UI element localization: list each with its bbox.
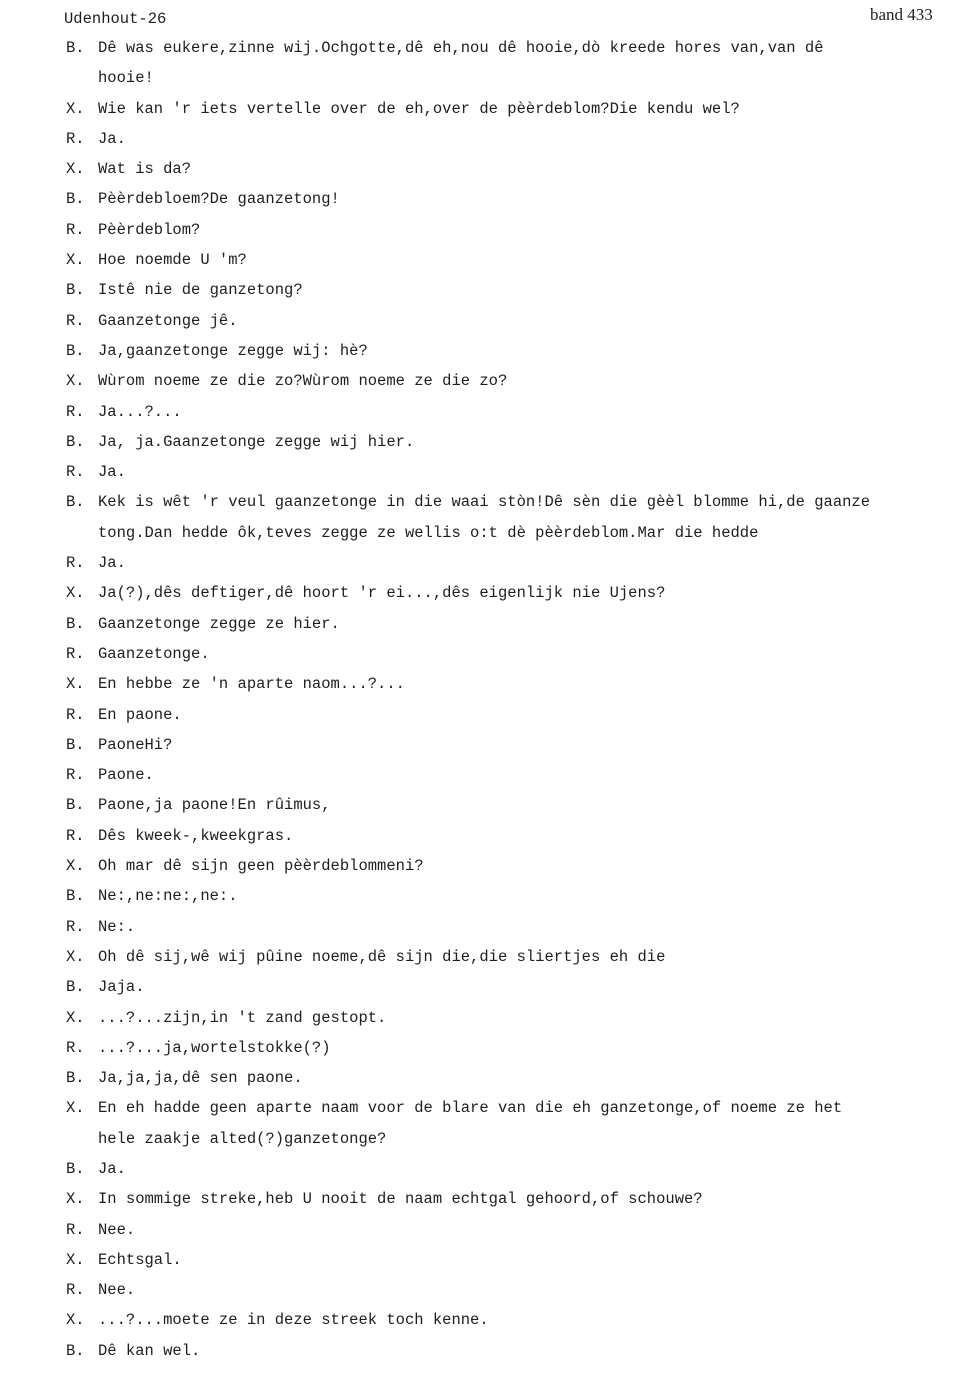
speaker-label: R. xyxy=(66,129,85,148)
transcript-line xyxy=(66,33,966,63)
utterance-text: ...?...moete ze in deze streek toch kenne. xyxy=(98,1311,489,1330)
utterance-text: Hoe noemde U 'm? xyxy=(98,251,247,270)
utterance-text: Paone. xyxy=(98,766,154,785)
transcript xyxy=(66,33,966,1366)
utterance-text: Ja. xyxy=(98,554,126,573)
utterance-text: In sommige streke,heb U nooit de naam echtgal gehoord,of schouwe? xyxy=(98,1190,703,1209)
transcript-line xyxy=(66,912,966,942)
transcript-line xyxy=(66,215,966,245)
utterance-text: Wie kan 'r iets vertelle over de eh,over de pèèrdeblom?Die kendu wel? xyxy=(98,99,740,118)
utterance-text: hooie! xyxy=(98,69,154,88)
transcript-line xyxy=(66,1063,966,1093)
utterance-text: PaoneHi? xyxy=(98,735,173,754)
transcript-line xyxy=(66,1245,966,1275)
speaker-label: B. xyxy=(66,887,85,906)
transcript-line xyxy=(66,578,966,608)
utterance-text: ...?...ja,wortelstokke(?) xyxy=(98,1038,331,1057)
speaker-label: X. xyxy=(66,584,85,603)
speaker-label: R. xyxy=(66,220,85,239)
transcript-line xyxy=(66,275,966,305)
utterance-text: Ja,gaanzetonge zegge wij: hè? xyxy=(98,341,368,360)
transcript-line xyxy=(66,821,966,851)
speaker-label: R. xyxy=(66,1220,85,1239)
utterance-text: Pèèrdeblom? xyxy=(98,220,201,239)
transcript-line xyxy=(66,881,966,911)
utterance-text: Paone,ja paone!En rûimus, xyxy=(98,796,331,815)
transcript-line xyxy=(66,760,966,790)
speaker-label: B. xyxy=(66,1341,85,1360)
speaker-label: B. xyxy=(66,978,85,997)
transcript-line xyxy=(66,1215,966,1245)
utterance-text: Kek is wêt 'r veul gaanzetonge in die waai stòn!Dê sèn die gèèl blomme hi,de gaanze xyxy=(98,493,871,512)
speaker-label: B. xyxy=(66,190,85,209)
document-id: Udenhout-26 xyxy=(64,10,167,28)
speaker-label: X. xyxy=(66,1311,85,1330)
speaker-label: X. xyxy=(66,947,85,966)
transcript-line xyxy=(66,730,966,760)
utterance-text: Wùrom noeme ze die zo?Wùrom noeme ze die zo? xyxy=(98,372,508,391)
speaker-label: B. xyxy=(66,735,85,754)
transcript-line xyxy=(66,184,966,214)
band-number: band 433 xyxy=(870,5,933,24)
transcript-line xyxy=(66,487,966,517)
utterance-text: Wat is da? xyxy=(98,160,192,179)
transcript-line xyxy=(66,942,966,972)
utterance-text: Dês kweek-,kweekgras. xyxy=(98,826,294,845)
transcript-line xyxy=(66,1124,966,1154)
utterance-text: Jaja. xyxy=(98,978,145,997)
speaker-label: X. xyxy=(66,251,85,270)
speaker-label: B. xyxy=(66,39,85,57)
speaker-label: R. xyxy=(66,311,85,330)
utterance-text: Ja. xyxy=(98,1159,126,1178)
speaker-label: X. xyxy=(66,857,85,876)
utterance-text: ...?...zijn,in 't zand gestopt. xyxy=(98,1008,387,1027)
speaker-label: X. xyxy=(66,99,85,118)
transcript-line xyxy=(66,1184,966,1214)
transcript-line xyxy=(66,336,966,366)
utterance-text: Oh dê sij,wê wij pûine noeme,dê sijn die,die sliertjes eh die xyxy=(98,947,666,966)
speaker-label: R. xyxy=(66,1281,85,1300)
transcript-line xyxy=(66,1154,966,1184)
transcript-line xyxy=(66,1093,966,1123)
transcript-line xyxy=(66,63,966,93)
speaker-label: R. xyxy=(66,1038,85,1057)
speaker-label: X. xyxy=(66,1099,85,1118)
speaker-label: B. xyxy=(66,493,85,512)
speaker-label: R. xyxy=(66,705,85,724)
transcript-line xyxy=(66,457,966,487)
utterance-text: En eh hadde geen aparte naam voor de blare van die eh ganzetonge,of noeme ze het xyxy=(98,1099,843,1118)
transcript-line xyxy=(66,548,966,578)
utterance-text: Echtsgal. xyxy=(98,1250,182,1269)
utterance-text: Gaanzetonge zegge ze hier. xyxy=(98,614,340,633)
transcript-line xyxy=(66,366,966,396)
utterance-text: Ja...?... xyxy=(98,402,182,421)
transcript-line xyxy=(66,427,966,457)
utterance-text: Gaanzetonge. xyxy=(98,644,210,663)
transcript-line xyxy=(66,669,966,699)
utterance-text: Ne:. xyxy=(98,917,136,936)
transcript-line xyxy=(66,1033,966,1063)
speaker-label: B. xyxy=(66,796,85,815)
speaker-label: R. xyxy=(66,766,85,785)
transcript-line xyxy=(66,790,966,820)
utterance-text: En paone. xyxy=(98,705,182,724)
utterance-text: Ja,ja,ja,dê sen paone. xyxy=(98,1069,303,1088)
transcript-line xyxy=(66,154,966,184)
utterance-text: tong.Dan hedde ôk,teves zegge ze wellis o:t dè pèèrdeblom.Mar die hedde xyxy=(98,523,759,542)
utterance-text: Oh mar dê sijn geen pèèrdeblommeni? xyxy=(98,857,424,876)
utterance-text: Ne:,ne:ne:,ne:. xyxy=(98,887,238,906)
speaker-label: B. xyxy=(66,614,85,633)
transcript-line xyxy=(66,700,966,730)
utterance-text: Ja. xyxy=(98,129,126,148)
speaker-label: B. xyxy=(66,281,85,300)
speaker-label: R. xyxy=(66,644,85,663)
speaker-label: X. xyxy=(66,1250,85,1269)
transcript-line xyxy=(66,124,966,154)
speaker-label: B. xyxy=(66,432,85,451)
transcript-line xyxy=(66,1336,966,1366)
utterance-text: Ja(?),dês deftiger,dê hoort 'r ei...,dês eigenlijk nie Ujens? xyxy=(98,584,666,603)
utterance-text: Nee. xyxy=(98,1220,136,1239)
speaker-label: R. xyxy=(66,402,85,421)
speaker-label: R. xyxy=(66,463,85,482)
transcript-line xyxy=(66,306,966,336)
transcript-line xyxy=(66,1305,966,1335)
speaker-label: X. xyxy=(66,372,85,391)
utterance-text: Dê kan wel. xyxy=(98,1341,201,1360)
utterance-text: Ja. xyxy=(98,463,126,482)
speaker-label: B. xyxy=(66,341,85,360)
transcript-line xyxy=(66,609,966,639)
utterance-text: Dê was eukere,zinne wij.Ochgotte,dê eh,nou dê hooie,dò kreede hores van,van dê xyxy=(98,39,824,57)
transcript-line xyxy=(66,851,966,881)
utterance-text: En hebbe ze 'n aparte naom...?... xyxy=(98,675,405,694)
utterance-text: Pèèrdebloem?De gaanzetong! xyxy=(98,190,340,209)
utterance-text: Gaanzetonge jê. xyxy=(98,311,238,330)
utterance-text: Istê nie de ganzetong? xyxy=(98,281,303,300)
transcript-line xyxy=(66,518,966,548)
utterance-text: Ja, ja.Gaanzetonge zegge wij hier. xyxy=(98,432,415,451)
speaker-label: R. xyxy=(66,826,85,845)
transcript-line xyxy=(66,397,966,427)
speaker-label: X. xyxy=(66,675,85,694)
transcript-line xyxy=(66,1003,966,1033)
utterance-text: Nee. xyxy=(98,1281,136,1300)
transcript-line xyxy=(66,972,966,1002)
speaker-label: R. xyxy=(66,917,85,936)
speaker-label: X. xyxy=(66,1190,85,1209)
transcript-line xyxy=(66,245,966,275)
speaker-label: B. xyxy=(66,1159,85,1178)
speaker-label: R. xyxy=(66,554,85,573)
speaker-label: X. xyxy=(66,160,85,179)
utterance-text: hele zaakje alted(?)ganzetonge? xyxy=(98,1129,387,1148)
speaker-label: B. xyxy=(66,1069,85,1088)
transcript-line xyxy=(66,639,966,669)
transcript-line xyxy=(66,94,966,124)
transcript-line xyxy=(66,1275,966,1305)
speaker-label: X. xyxy=(66,1008,85,1027)
